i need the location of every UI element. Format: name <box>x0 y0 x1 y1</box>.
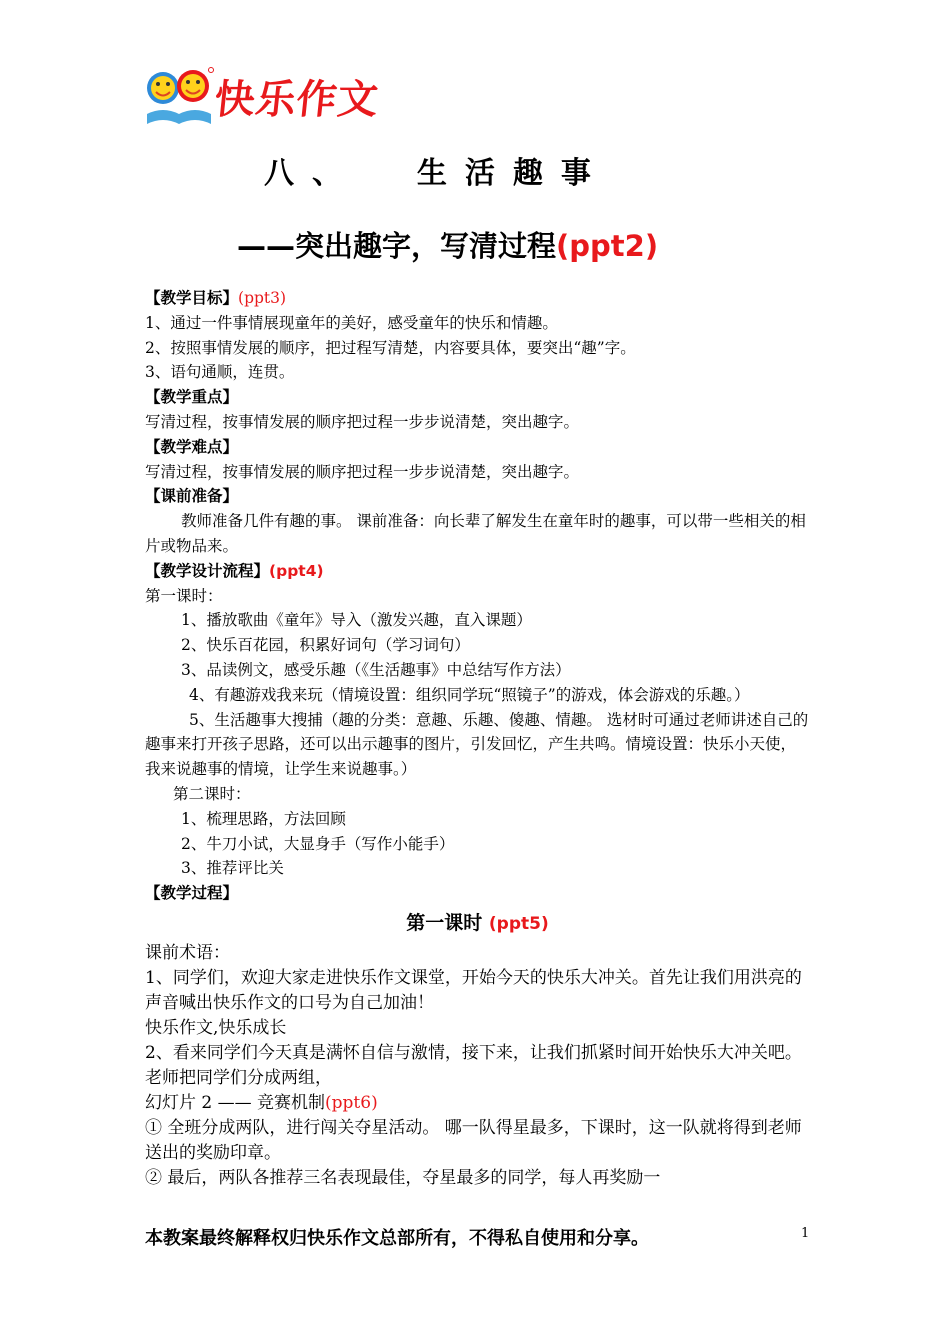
list-item: 2、快乐百花园，积累好词句（学习词句） <box>181 636 470 655</box>
document-body <box>145 286 810 1191</box>
list-item: 2、牛刀小试，大显身手（写作小能手） <box>181 834 455 853</box>
logo-text: 快乐作文 <box>212 77 382 123</box>
lesson2-label: 第二课时： <box>173 784 251 803</box>
process-heading: 【教学过程】 <box>145 884 239 903</box>
list-item: 1、通过一件事情展现童年的美好，感受童年的快乐和情趣。 <box>145 313 558 332</box>
difficulties-text: 写清过程，按事情发展的顺序把过程一步步说清楚，突出趣字。 <box>145 462 580 481</box>
subtitle-ref: (ppt2) <box>556 229 659 263</box>
paragraph: 2、看来同学们今天真是满怀自信与激情，接下来，让我们抓紧时间开始快乐大冲关吧。老师把同学们分成两组， <box>145 1042 802 1088</box>
preparation-text: 教师准备几件有趣的事。 课前准备：向长辈了解发生在童年时的趣事，可以带一些相关的相片或物品来。 <box>145 512 806 555</box>
list-item: 4、有趣游戏我来玩（情境设置：组织同学玩“照镜子”的游戏，体会游戏的乐趣。） <box>189 685 750 704</box>
objectives-heading: 【教学目标】(ppt3) <box>145 289 287 307</box>
page-title: 八、 生活趣事 <box>264 156 609 191</box>
list-item: 1、播放歌曲《童年》导入（激发兴趣，直入课题） <box>181 611 532 630</box>
lesson-title: 第一课时 (ppt5) <box>406 911 549 934</box>
paragraph: 1、同学们，欢迎大家走进快乐作文课堂，开始今天的快乐大冲关。首先让我们用洪亮的声音喊出快乐作文的口号为自己加油！ <box>145 967 802 1013</box>
list-item: 5、生活趣事大搜捕（趣的分类：意趣、乐趣、傻趣、情趣。 选材时可通过老师讲述自己的趣事来打开孩子思路，还可以出示趣事的图片，引发回忆，产生共鸣。情境设置：快乐小天使，我来说趣事的情境，让学生来说趣事。） <box>145 710 809 779</box>
subtitle-main: ——突出趣字，写清过程 <box>237 229 557 263</box>
list-item: 2、按照事情发展的顺序，把过程写清楚，内容要具体，要突出“趣”字。 <box>145 338 636 357</box>
logo-faces-icon <box>143 62 215 128</box>
page-subtitle <box>237 224 658 265</box>
slide-label: 幻灯片 2 —— 竞赛机制(ppt6) <box>145 1092 378 1113</box>
preparation-heading: 【课前准备】 <box>145 487 239 506</box>
design-flow-heading: 【教学设计流程】(ppt4) <box>145 561 324 580</box>
key-points-heading: 【教学重点】 <box>145 388 239 407</box>
lesson1-label: 第一课时： <box>145 586 223 605</box>
footer-notice: 本教案最终解释权归快乐作文总部所有，不得私自使用和分享。 <box>145 1228 649 1249</box>
list-item: 3、品读例文，感受乐趣（《生活趣事》中总结写作方法） <box>181 660 571 679</box>
intro-label: 课前术语： <box>145 942 230 963</box>
rule-item: ① 全班分成两队，进行闯关夺星活动。 哪一队得星最多，下课时，这一队就将得到老师送出的奖励印章。 <box>145 1117 802 1163</box>
key-points-text: 写清过程，按事情发展的顺序把过程一步步说清楚，突出趣字。 <box>145 412 580 431</box>
list-item: 3、推荐评比关 <box>181 859 284 878</box>
list-item: 1、梳理思路，方法回顾 <box>181 809 346 828</box>
list-item: 3、语句通顺，连贯。 <box>145 363 295 382</box>
page-number: 1 <box>801 1226 810 1241</box>
difficulties-heading: 【教学难点】 <box>145 437 239 456</box>
paragraph: 快乐作文,快乐成长 <box>145 1017 287 1038</box>
logo <box>143 62 383 132</box>
rule-item: ② 最后，两队各推荐三名表现最佳，夺星最多的同学，每人再奖励一 <box>145 1167 661 1188</box>
